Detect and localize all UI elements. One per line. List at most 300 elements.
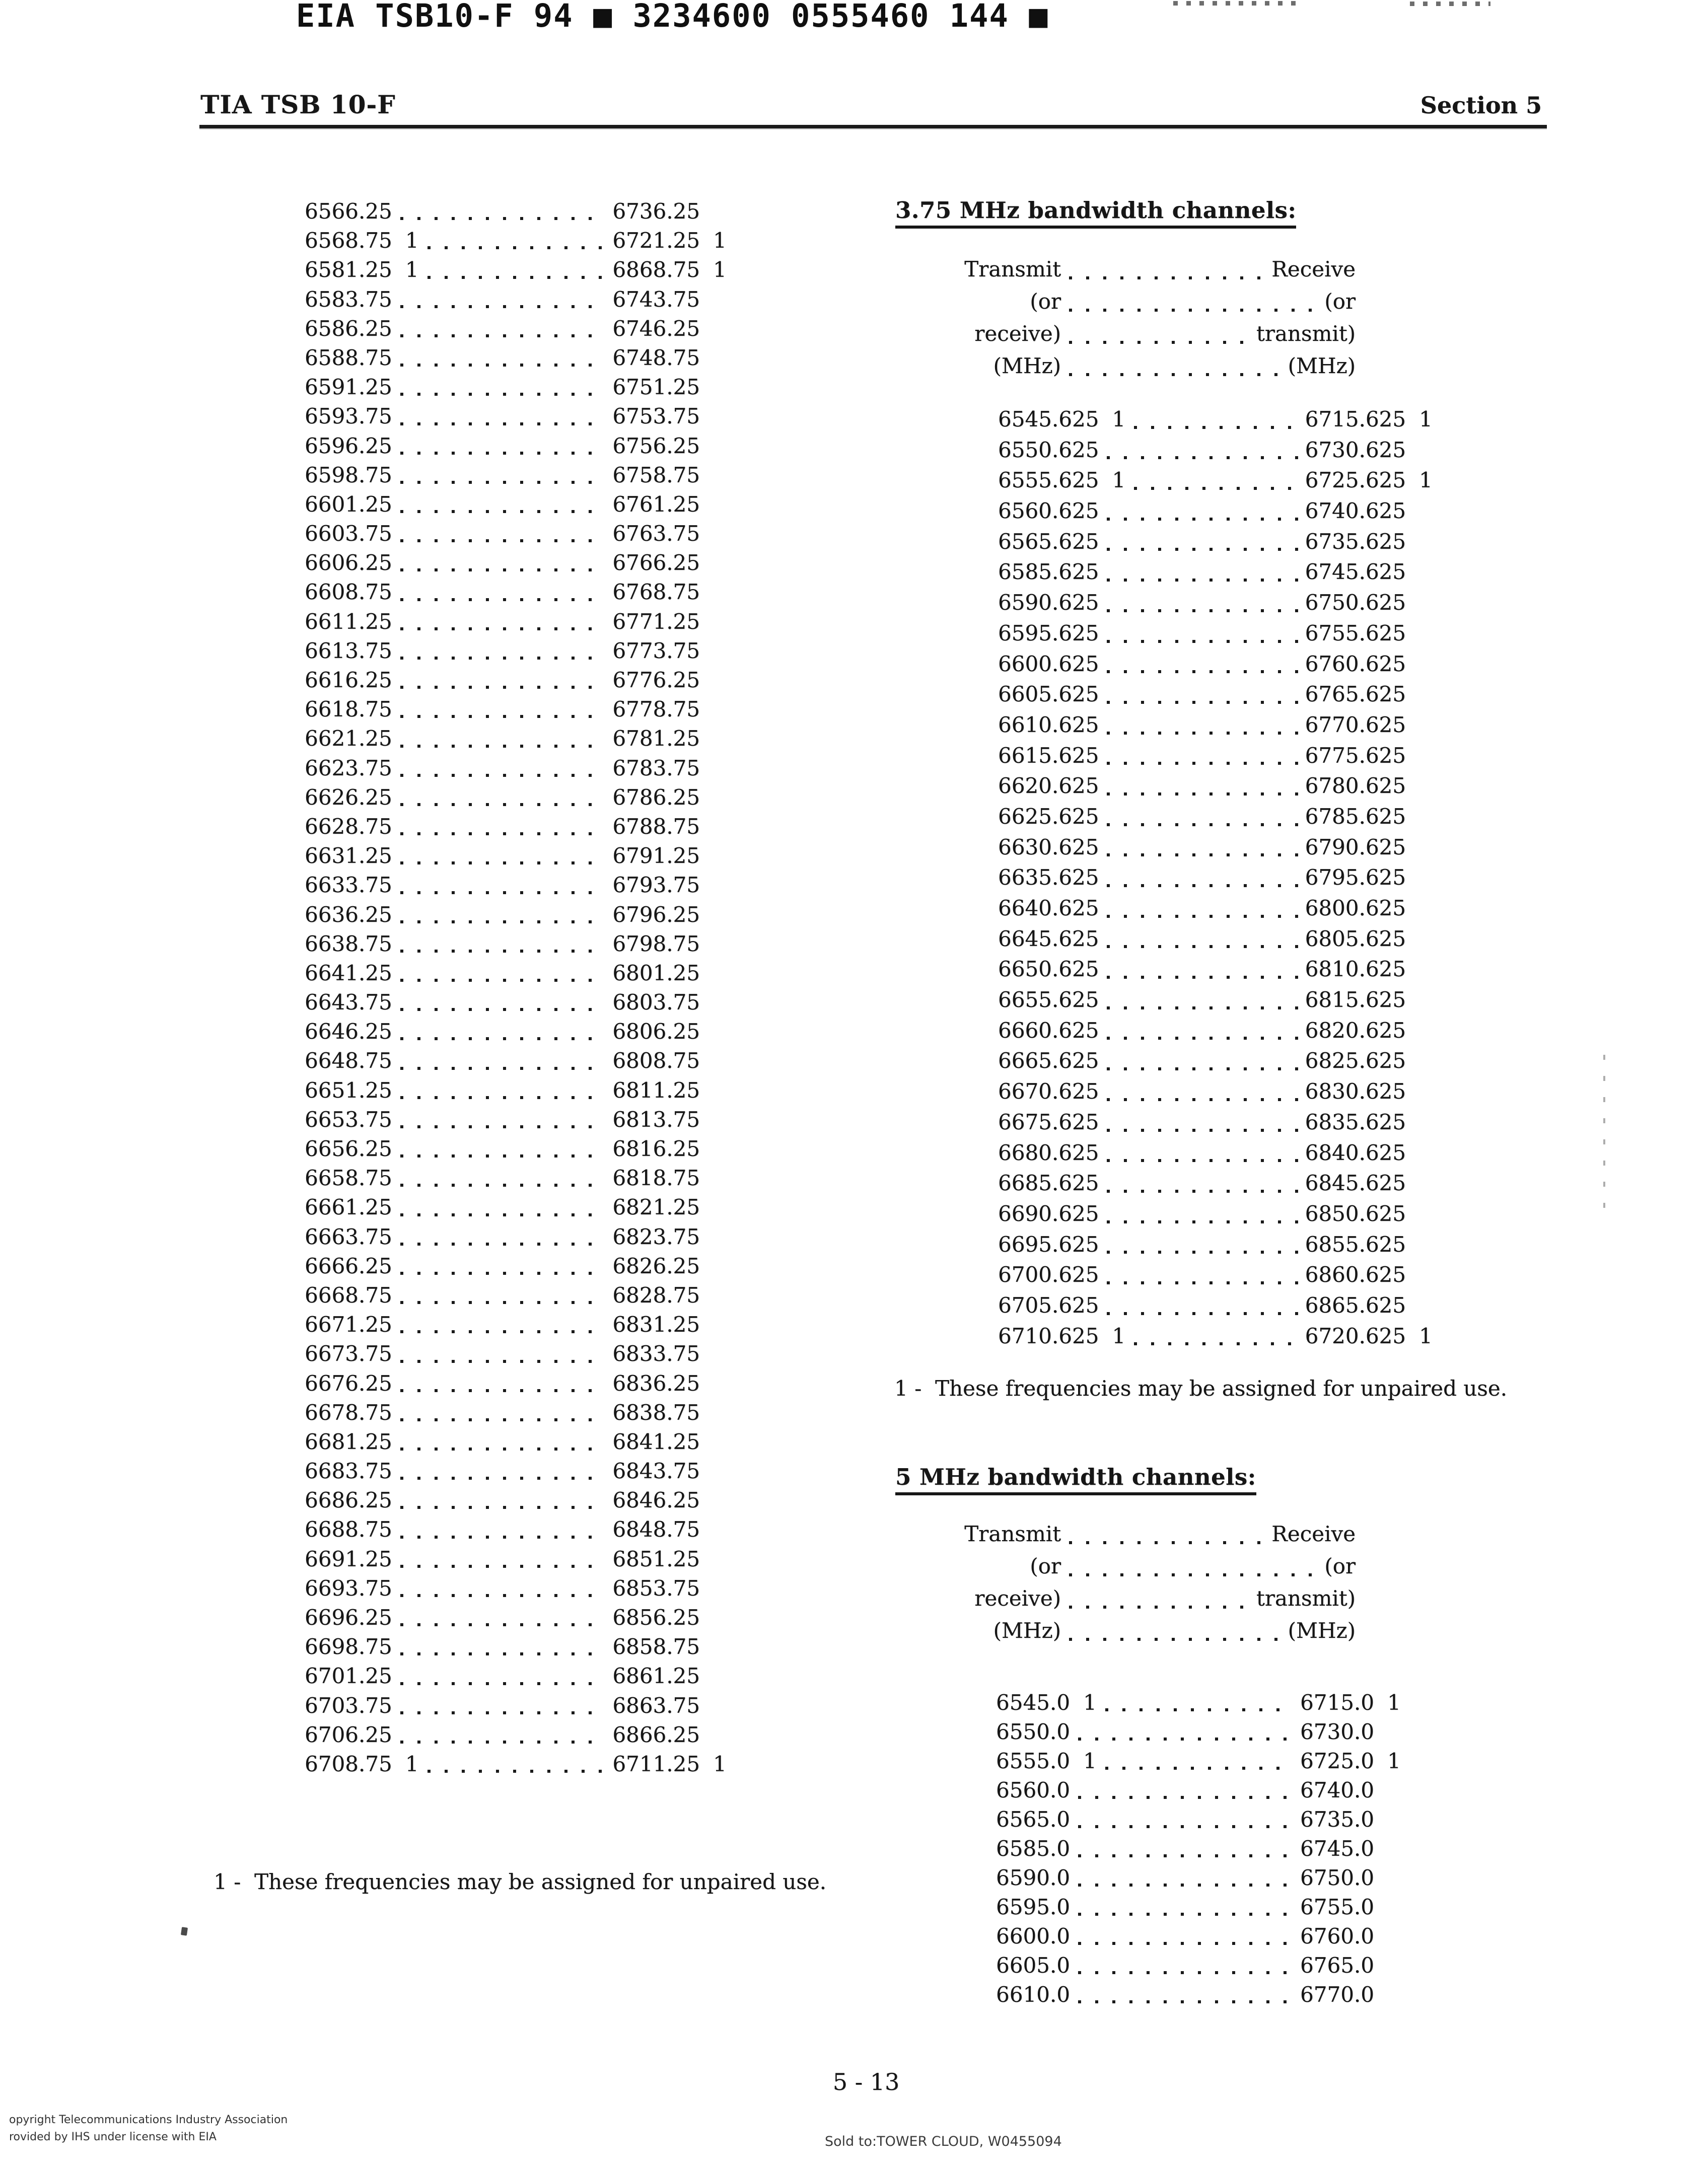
dot-leader [400,1154,606,1157]
transmit-value: 6630.625 [998,834,1099,859]
transmit-value: 6680.625 [998,1140,1099,1165]
transmit-value: 6681.25 [305,1429,392,1454]
receive-value: 6805.625 [1305,926,1406,951]
freq-pair-row [211,1046,700,1075]
sold-to-label: Sold to:TOWER CLOUD, W0455094 [825,2134,1062,2149]
receive-value: 6846.25 [612,1488,700,1513]
freq-pair-row [211,373,700,402]
transmit-value: 6605.625 [998,682,1099,707]
freq-pair-row [891,893,1406,924]
dot-leader [1107,823,1298,826]
freq-pair-row [211,1486,700,1515]
dot-leader [1069,309,1317,312]
dot-leader [400,861,606,864]
transmit-value: 6656.25 [305,1136,392,1161]
dot-leader [400,598,606,601]
transmit-value: 6696.25 [305,1605,392,1630]
dot-leader [400,1125,606,1128]
freq-pair-row [891,802,1406,832]
receive-value: 6830.625 [1305,1079,1406,1104]
freq-pair-row [891,771,1406,802]
transmit-value: 6613.75 [305,638,392,663]
receive-value: 6746.25 [612,316,700,341]
dot-leader [400,217,606,220]
scan-artifact [1410,2,1490,6]
dot-leader [1107,548,1298,551]
dot-leader [400,1565,606,1568]
page-number: 5 - 13 [832,2068,900,2095]
freq-pair-row [891,1893,1374,1922]
transmit-value: 6611.25 [305,609,392,634]
transmit-value: 6620.625 [998,773,1099,799]
receive-value: 6743.75 [612,286,700,312]
transmit-value: 6693.75 [305,1575,392,1601]
receive-value: 6725.625 [1305,468,1406,493]
transmit-value: 6698.75 [305,1634,392,1659]
freq-pair-row [891,557,1406,588]
freq-pair-row [891,985,1406,1016]
transmit-value: 6650.625 [998,957,1099,982]
freq-pair-row [891,710,1406,741]
freq-pair-row [211,1515,700,1544]
transmit-value: 6600.0 [996,1924,1070,1948]
header-left-cell: (or [1030,1554,1061,1578]
header-left-cell: (MHz) [993,353,1061,378]
freq-pair-row [211,988,700,1017]
transmit-value: 6550.625 [998,437,1099,462]
transmit-value: 6590.625 [998,590,1099,615]
receive-value: 6828.75 [612,1282,700,1308]
freq-pair-row [211,695,700,724]
transmit-value: 6550.0 [996,1719,1070,1744]
unpaired-marker-rx: 1 [713,257,727,282]
freq-pair-row [211,1603,700,1632]
receive-value: 6755.0 [1300,1895,1374,1919]
unpaired-marker-tx: 1 [1083,1749,1097,1773]
transmit-value: 6638.75 [305,931,392,956]
dot-leader [400,950,606,953]
transmit-value: 6651.25 [305,1077,392,1103]
transmit-value: 6618.75 [305,697,392,722]
transmit-value: 6555.625 [998,468,1099,493]
freq-pair-row [211,1076,700,1105]
freq-pair-row [211,402,700,431]
freq-pair-row [211,1369,700,1398]
dot-leader [400,627,606,630]
dot-leader [400,1652,606,1655]
receive-value: 6765.625 [1305,682,1406,707]
transmit-value: 6610.625 [998,712,1099,737]
dot-leader [1078,1854,1293,1857]
transmit-value: 6663.75 [305,1224,392,1249]
dot-leader [428,246,606,249]
dot-leader [1107,701,1298,704]
receive-value: 6813.75 [612,1107,700,1132]
dot-leader [1107,1006,1298,1009]
dot-leader [400,657,606,660]
unpaired-marker-rx: 1 [1419,1323,1433,1348]
transmit-value: 6616.25 [305,668,392,692]
dot-leader [400,1536,606,1539]
freq-pair-row [891,1107,1406,1138]
transmit-value: 6695.625 [998,1232,1099,1257]
dot-leader [400,1037,606,1040]
freq-pair-row [891,679,1406,710]
transmit-value: 6635.625 [998,865,1099,890]
transmit-value: 6625.625 [998,804,1099,829]
freq-pair-row [891,1016,1406,1046]
freq-pair-row [891,1168,1406,1199]
dot-leader [1107,1067,1298,1070]
receive-value: 6783.75 [612,755,700,780]
receive-value: 6760.625 [1305,651,1406,676]
freq-pair-row [891,435,1406,466]
transmit-value: 6621.25 [305,726,392,751]
freq-pair-row [891,588,1406,618]
transmit-value: 6705.625 [998,1292,1099,1318]
dot-leader [400,1184,606,1187]
freq-pair-row [211,1281,700,1310]
dot-leader [1107,1129,1298,1132]
freq-pair-row [211,461,700,490]
receive-value: 6866.25 [612,1722,700,1747]
freq-pair-row [211,783,700,812]
freq-pair-row [891,1688,1401,1717]
dot-leader [400,364,606,367]
receive-value: 6735.0 [1300,1807,1374,1832]
receive-value: 6831.25 [612,1312,700,1337]
dot-leader [400,803,606,806]
section-label: Section 5 [1420,92,1542,119]
dot-leader [400,539,606,542]
dot-leader [400,1711,606,1714]
freq-pair-row [211,871,700,900]
transmit-value: 6626.25 [305,784,392,810]
freq-pair-row [211,1193,700,1222]
dot-leader [1078,1825,1293,1828]
unpaired-use-note-left: 1 - These frequencies may be assigned for unpaired use. [214,1869,827,1894]
band-heading-5mhz [895,1464,1256,1495]
transmit-value: 6585.0 [996,1836,1070,1861]
receive-value: 6850.625 [1305,1201,1406,1226]
transmit-value: 6641.25 [305,960,392,985]
header-right-cell: Receive [1271,257,1356,281]
receive-value: 6770.0 [1300,1982,1374,2007]
transmit-value: 6648.75 [305,1048,392,1073]
dot-leader [1069,1638,1280,1641]
transmit-value: 6661.25 [305,1195,392,1220]
receive-value: 6745.625 [1305,559,1406,585]
dot-leader [400,891,606,894]
freq-pair-row [211,577,700,607]
dot-leader [400,1389,606,1392]
dot-leader [400,920,606,923]
unpaired-marker-tx: 1 [405,1751,419,1776]
transmit-value: 6643.75 [305,990,392,1015]
freq-pair-row [211,1339,700,1368]
dot-leader [1069,1573,1317,1576]
scan-artifact [181,1927,188,1936]
freq-pair-row [211,1720,700,1750]
receive-value: 6740.625 [1305,498,1406,524]
receive-value: 6801.25 [612,960,700,985]
freq-pair-row [211,1252,700,1281]
transmit-value: 6700.625 [998,1262,1099,1287]
transmit-value: 6668.75 [305,1282,392,1308]
freq-pair-row [891,1260,1406,1290]
receive-value: 6793.75 [612,873,700,898]
transmit-value: 6708.75 [305,1751,392,1776]
receive-value: 6763.75 [612,521,700,546]
header-right-cell: (or [1324,1554,1356,1578]
transmit-value: 6596.25 [305,433,392,458]
freq-pair-row [211,1750,727,1779]
transmit-value: 6586.25 [305,316,392,341]
freq-pair-row [211,226,727,255]
transmit-value: 6610.0 [996,1982,1070,2007]
freq-pair-row [211,929,700,959]
dot-leader [1107,1220,1298,1223]
receive-value: 6853.75 [612,1575,700,1601]
dot-leader [1134,426,1298,429]
receive-value: 6823.75 [612,1224,700,1249]
freq-pair-row [211,255,727,284]
scan-stamp-line: EIA TSB10-F 94 ■ 3234600 0555460 144 ■ [296,0,1049,35]
freq-pair-row [891,649,1406,680]
dot-leader [400,1477,606,1480]
receive-value: 6745.0 [1300,1836,1374,1861]
transmit-value: 6691.25 [305,1546,392,1571]
freq-pair-row [891,1199,1406,1229]
transmit-value: 6710.625 [998,1323,1099,1348]
dot-leader [400,715,606,718]
dot-leader [1107,884,1298,887]
receive-value: 6806.25 [612,1019,700,1044]
transmit-value: 6595.0 [996,1895,1070,1919]
receive-value: 6756.25 [612,433,700,458]
freq-pair-row [211,431,700,461]
receive-value: 6735.625 [1305,529,1406,554]
receive-value: 6780.625 [1305,773,1406,799]
transmit-value: 6678.75 [305,1400,392,1425]
dot-leader [1107,762,1298,765]
transmit-value: 6595.625 [998,620,1099,645]
dot-leader [400,568,606,571]
receive-value: 6858.75 [612,1634,700,1659]
freq-pair-row [891,1076,1406,1107]
dot-leader [1069,1541,1264,1544]
dot-leader [1107,976,1298,979]
receive-value: 6860.625 [1305,1262,1406,1287]
unpaired-marker-rx: 1 [713,1751,727,1776]
transmit-value: 6560.0 [996,1778,1070,1802]
table-header-row [891,1615,1356,1647]
header-left-cell: (or [1030,289,1061,314]
scan-artifact [1603,1055,1605,1221]
dot-leader [1107,732,1298,735]
receive-value: 6863.75 [612,1693,700,1718]
freq-pair-row [211,1691,700,1720]
header-right-cell: transmit) [1256,1586,1356,1611]
frequency-pair-list-5mhz [891,1688,1401,2009]
freq-pair-row [891,1776,1374,1805]
transmit-value: 6565.625 [998,529,1099,554]
transmit-value: 6685.625 [998,1171,1099,1196]
receive-value: 6808.75 [612,1048,700,1073]
dot-leader [1107,1251,1298,1254]
transmit-value: 6671.25 [305,1312,392,1337]
transmit-value: 6653.75 [305,1107,392,1132]
freq-pair-row [211,1661,700,1691]
unpaired-marker-rx: 1 [713,228,727,253]
header-left-cell: receive) [974,1586,1061,1611]
dot-leader [400,1301,606,1304]
dot-leader [400,686,606,689]
transmit-value: 6601.25 [305,491,392,517]
transmit-value: 6545.0 [996,1690,1070,1715]
transmit-value: 6646.25 [305,1019,392,1044]
transmit-value: 6633.75 [305,873,392,898]
dot-leader [1134,487,1298,490]
receive-value: 6835.625 [1305,1109,1406,1134]
receive-value: 6855.625 [1305,1232,1406,1257]
receive-value: 6778.75 [612,697,700,722]
receive-value: 6838.75 [612,1400,700,1425]
table-header-row [891,318,1356,350]
freq-pair-row [211,636,700,666]
dot-leader [1107,945,1298,948]
transmit-value: 6560.625 [998,498,1099,524]
freq-pair-row [211,285,700,314]
dot-leader [400,1594,606,1597]
doc-title: TIA TSB 10-F [200,90,396,119]
header-left-cell: (MHz) [993,1618,1061,1643]
transmit-value: 6585.625 [998,559,1099,585]
dot-leader [1078,1942,1293,1945]
dot-leader [400,1096,606,1099]
dot-leader [1107,1037,1298,1040]
freq-pair-row [211,1457,700,1486]
freq-pair-row [891,954,1406,985]
transmit-value: 6605.0 [996,1953,1070,1978]
dot-leader [400,1213,606,1216]
unpaired-marker-rx: 1 [1419,407,1433,431]
receive-value: 6851.25 [612,1546,700,1571]
frequency-pair-list-left [211,197,727,1779]
freq-pair-row [891,832,1406,863]
dot-leader [1107,915,1298,918]
freq-pair-row [891,741,1406,771]
dot-leader [400,774,606,777]
dot-leader [1069,373,1280,376]
freq-pair-row [891,1290,1406,1321]
dot-leader [1107,578,1298,582]
transmit-value: 6628.75 [305,814,392,839]
receive-value: 6768.75 [612,580,700,605]
table-header-row [891,1582,1356,1615]
transmit-value: 6701.25 [305,1663,392,1689]
dot-leader [400,1330,606,1333]
table-header-row [891,1518,1356,1550]
dot-leader [428,1770,606,1773]
transmit-value: 6566.25 [305,199,392,224]
header-right-cell: transmit) [1256,321,1356,346]
dot-leader [1069,1606,1249,1609]
receive-value: 6845.625 [1305,1171,1406,1196]
freq-pair-row [211,607,700,636]
frequency-pair-list-3-75mhz [891,404,1433,1351]
unpaired-marker-tx: 1 [1112,407,1126,431]
receive-value: 6775.625 [1305,743,1406,768]
freq-pair-row [891,1951,1374,1980]
freq-pair-row [211,841,700,871]
dot-leader [400,979,606,982]
transmit-value: 6603.75 [305,521,392,546]
dot-leader [400,1272,606,1275]
freq-pair-row [891,1863,1374,1893]
receive-value: 6803.75 [612,990,700,1015]
transmit-value: 6636.25 [305,902,392,927]
dot-leader [400,745,606,748]
freq-pair-row [211,1545,700,1574]
receive-value: 6848.75 [612,1517,700,1542]
freq-pair-row [211,666,700,695]
dot-leader [1107,518,1298,521]
transmit-value: 6608.75 [305,580,392,605]
freq-pair-row [891,1046,1406,1076]
receive-value: 6825.625 [1305,1048,1406,1073]
freq-pair-row [211,1134,700,1164]
dot-leader [1107,1281,1298,1284]
table-header-block-3-75mhz [891,253,1356,382]
receive-value: 6815.625 [1305,987,1406,1012]
receive-value: 6818.75 [612,1166,700,1191]
dot-leader [1078,1884,1293,1887]
freq-pair-row [211,812,700,841]
freq-pair-row [891,465,1433,496]
receive-value: 6795.625 [1305,865,1406,890]
transmit-value: 6590.0 [996,1865,1070,1890]
transmit-value: 6665.625 [998,1048,1099,1073]
receive-value: 6776.25 [612,668,700,692]
header-rule [199,125,1547,128]
transmit-value: 6703.75 [305,1693,392,1718]
transmit-value: 6568.75 [305,228,392,253]
copyright-line-2: rovided by IHS under license with EIA [9,2131,217,2143]
receive-value: 6720.625 [1305,1323,1406,1348]
transmit-value: 6583.75 [305,286,392,312]
table-header-row [891,350,1356,382]
receive-value: 6833.75 [612,1341,700,1366]
freq-pair-row [211,314,700,343]
receive-value: 6725.0 [1300,1749,1374,1773]
transmit-value: 6675.625 [998,1109,1099,1134]
transmit-value: 6640.625 [998,896,1099,920]
dot-leader [400,481,606,484]
receive-value: 6811.25 [612,1077,700,1103]
dot-leader [400,422,606,425]
receive-value: 6786.25 [612,784,700,810]
freq-pair-row [891,527,1406,557]
receive-value: 6760.0 [1300,1924,1374,1948]
dot-leader [1078,2000,1293,2003]
receive-value: 6843.75 [612,1459,700,1484]
freq-pair-row [891,1717,1374,1747]
dot-leader [1134,1342,1298,1345]
table-header-block-5mhz [891,1518,1356,1647]
unpaired-marker-rx: 1 [1387,1690,1401,1715]
band-heading-text: 5 MHz bandwidth channels: [895,1464,1256,1495]
